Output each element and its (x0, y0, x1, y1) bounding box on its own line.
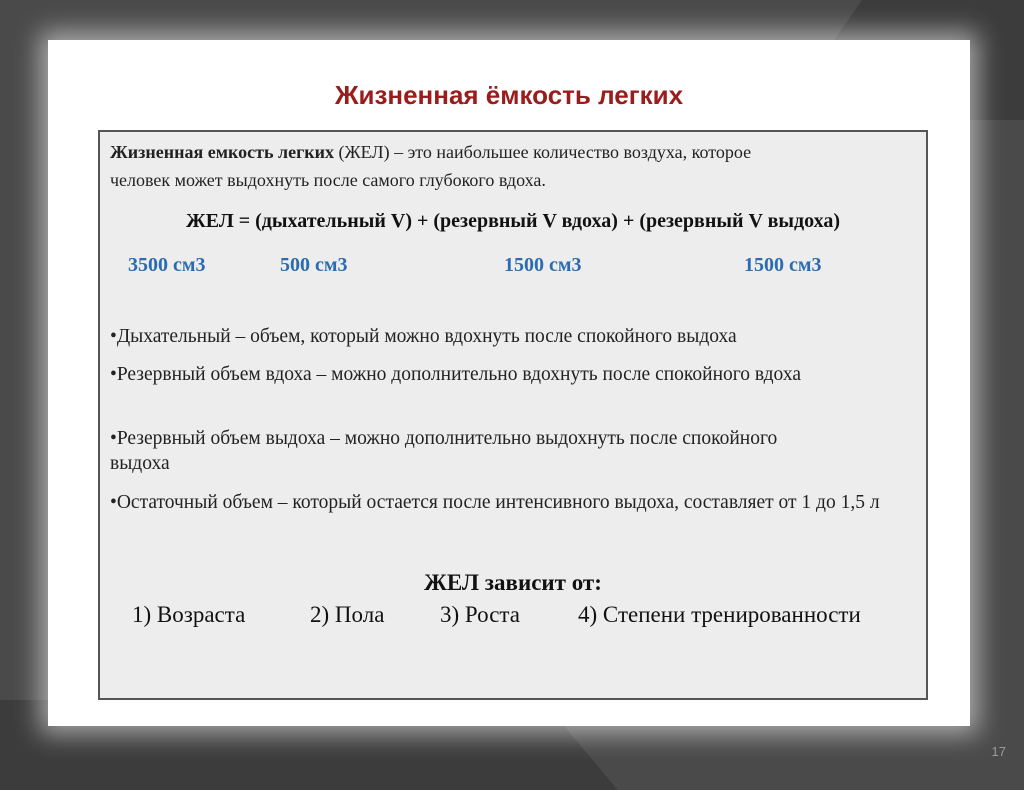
depends-item: 2) Пола (310, 602, 385, 627)
depends-item: 4) Степени тренированности (578, 602, 861, 627)
bullet-item: •Остаточный объем – который остается после интенсивного выдоха, составляет от 1 до 1,5 л (110, 492, 880, 513)
bullet-item: •Резервный объем вдоха – можно дополнительно вдохнуть после спокойного вдоха (110, 364, 801, 385)
depends-item: 1) Возраста (132, 602, 246, 627)
bullet-item: •Дыхательный – объем, который можно вдохнуть после спокойного выдоха (110, 326, 737, 347)
depends-title: ЖЕЛ зависит от: (424, 570, 602, 595)
content-box (98, 130, 928, 700)
value-residual: 1500 см3 (744, 254, 822, 276)
definition-line-2: человек может выдохнуть после самого глубокого вдоха. (110, 170, 546, 190)
definition-rest: (ЖЕЛ) – это наибольшее количество воздуха, которое (333, 142, 752, 162)
slide-title: Жизненная ёмкость легких (334, 80, 684, 110)
definition-text (110, 138, 910, 194)
value-tidal: 3500 см3 (128, 254, 206, 276)
definition-term: Жизненная емкость легких (110, 142, 334, 162)
value-inspiratory-reserve: 500 см3 (280, 254, 348, 276)
page-number: 17 (991, 744, 1006, 759)
slide-panel (48, 40, 970, 726)
formula: ЖЕЛ = (дыхательный V) + (резервный V вдоха) + (резервный V выдоха) (185, 210, 841, 232)
depends-item: 3) Роста (440, 602, 520, 627)
bullet-item: •Резервный объем выдоха – можно дополнительно выдохнуть после спокойного выдоха (110, 428, 778, 474)
value-expiratory-reserve: 1500 см3 (504, 254, 582, 276)
